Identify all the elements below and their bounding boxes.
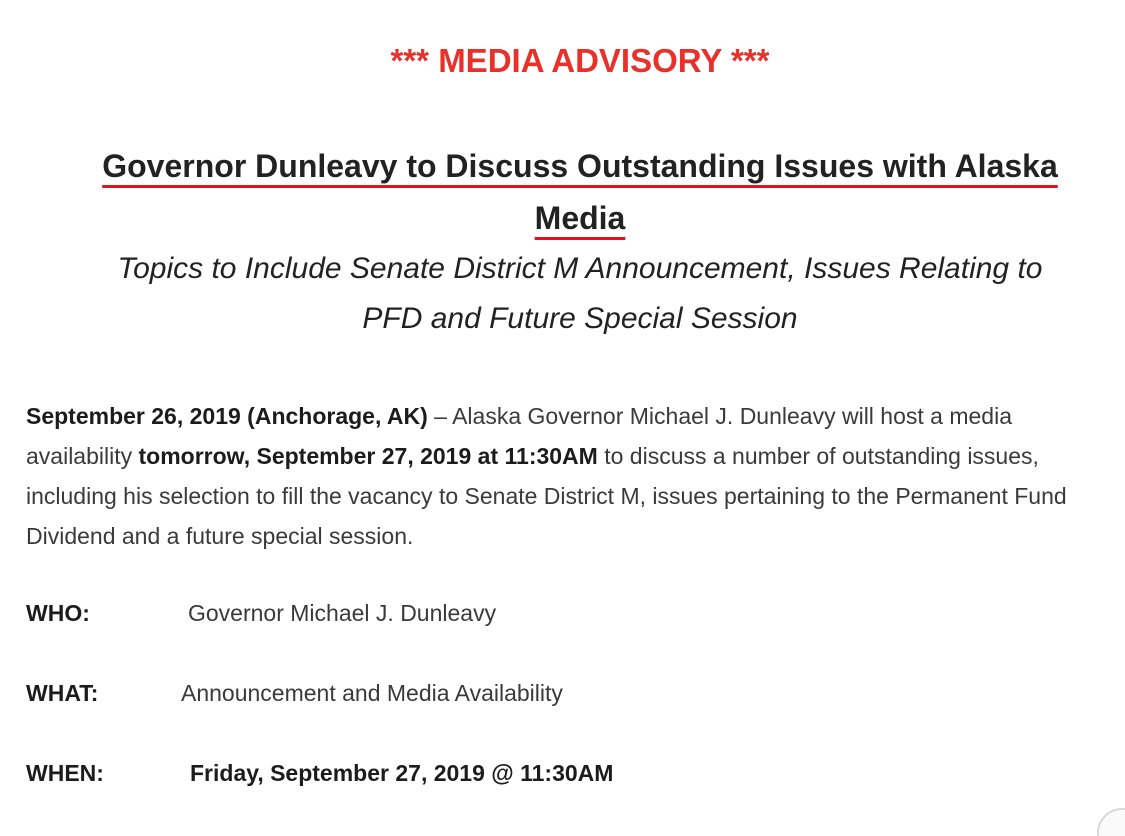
subheadline	[0, 244, 1125, 344]
detail-row-who	[26, 600, 497, 627]
what-value: Announcement and Media Availability	[181, 680, 563, 706]
what-label: WHAT:	[26, 680, 99, 706]
media-advisory-banner: *** MEDIA ADVISORY ***	[390, 42, 770, 79]
event-time-emphasis: tomorrow, September 27, 2019 at 11:30AM	[138, 443, 598, 469]
body-text-1: – Alaska Governor Michael J. Dunleavy will host a media availability	[26, 403, 1012, 469]
headline	[0, 140, 1125, 244]
scroll-corner-icon	[1097, 808, 1125, 836]
headline-line-2: Media	[534, 200, 626, 236]
detail-row-when	[26, 760, 614, 787]
headline-line-1: Governor Dunleavy to Discuss Outstanding Issues with Alaska	[102, 148, 1058, 184]
when-value: Friday, September 27, 2019 @ 11:30AM	[190, 760, 614, 786]
who-label: WHO:	[26, 600, 90, 626]
subheadline-line-1: Topics to Include Senate District M Announcement, Issues Relating to	[117, 252, 1043, 285]
detail-row-what	[26, 680, 563, 707]
dateline: September 26, 2019 (Anchorage, AK)	[26, 403, 428, 429]
body-text-2: to discuss a number of outstanding issues, including his selection to fill the vacancy to Senate District M, issues pertaining to the Permanent Fund Dividend and a future special session.	[26, 443, 1067, 549]
when-label: WHEN:	[26, 760, 104, 786]
subheadline-line-2: PFD and Future Special Session	[362, 302, 798, 335]
who-value: Governor Michael J. Dunleavy	[188, 600, 497, 626]
body-paragraph	[26, 396, 1111, 556]
